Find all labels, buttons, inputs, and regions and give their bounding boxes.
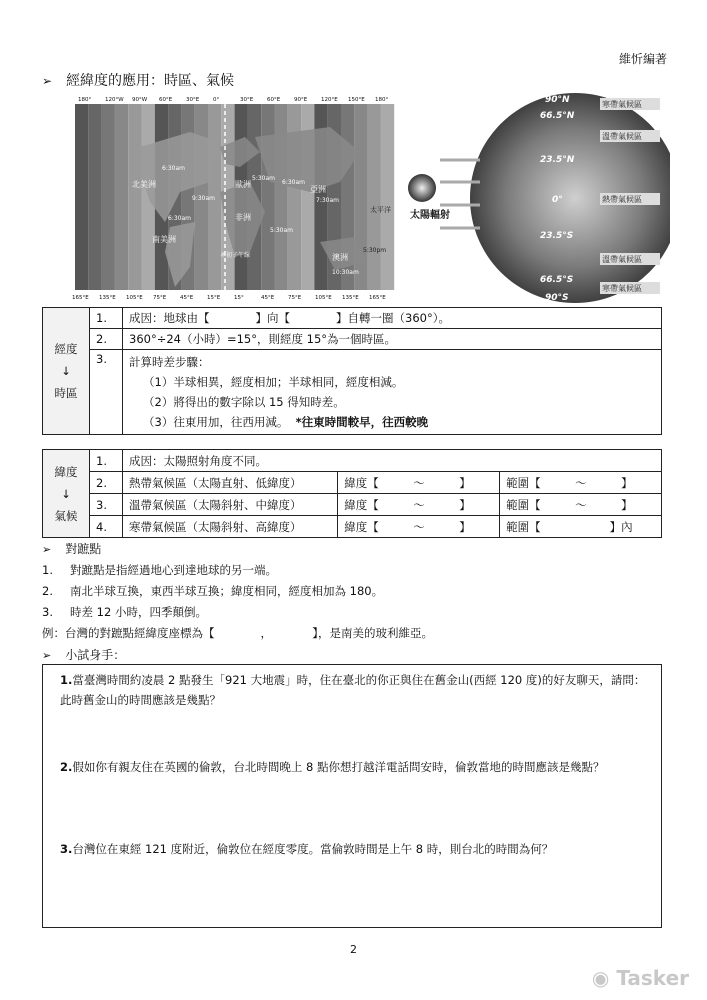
map-bottom-label: 15°E [207,295,221,301]
quiz-question-3: 3.台灣位在東經 121 度附近，倫敦位在經度零度。當倫敦時間是上午 8 時，則台北的時間為何？ [60,842,554,856]
map-label-prime-meridian: 本初子午線 [220,252,251,259]
longitude-table [42,307,662,435]
table1-steps-cell: 計算時差步驟： （1）半球相異，經度相加；半球相同，經度相減。 （2）將得出的數字除以 15 得知時差。 （3）往東用加，往西用減。 *往東時間較早，往西較晚 [123,350,662,435]
lat-23s: 23.5°S [540,231,574,241]
table2-zone: 熱帶氣候區（太陽直射、低緯度） [123,472,338,494]
table1-num: 3. [90,350,123,435]
zone-label-tropical: 熱帶氣候區 [602,195,642,204]
table2-range: 範圍【 ～ 】 [500,494,662,516]
map-top-label: 30°E [240,97,254,103]
map-bottom-label: 165°E [72,295,89,301]
table2-lat: 緯度【 ～ 】 [338,494,500,516]
table1-note: *往東時間較早，往西較晚 [295,415,429,429]
time-zone-band [115,104,128,290]
map-label-na: 北美洲 [132,180,156,189]
sun-icon [408,174,436,202]
map-time-4: 7:30am [316,197,339,204]
map-top-label: 120°W [105,97,124,103]
table1-num: 2. [90,329,123,350]
map-top-label: 90°W [132,97,148,103]
map-label-africa: 非洲 [235,213,251,222]
antipode-item-3: 3. 時差 12 小時，四季顛倒。 [42,605,207,619]
map-label-eu: 歐洲 [235,180,251,189]
table1-cell: 360°÷24（小時）=15°，則經度 15°為一個時區。 [123,329,662,350]
table2-zone: 寒帶氣候區（太陽斜射、高緯度） [123,516,338,538]
zone-label-frigid-s: 寒帶氣候區 [602,284,642,293]
map-top-label: 180° [375,97,389,103]
map-top-label: 60°E [267,97,281,103]
map-time-5: 6:30am [168,215,191,222]
page-number: 2 [350,943,357,956]
quiz-question-1: 1.當臺灣時間約凌晨 2 點發生「921 大地震」時，住在臺北的你正與住在舊金山(西經 120 度)的好友聊天，請問：此時舊金山的時間應該是幾點？ [60,673,646,707]
map-time-1: 6:30am [162,165,185,172]
bullet-arrow-icon: ➢ [42,74,53,88]
lat-90s: 90°S [545,293,569,303]
map-bottom-label: 135°E [99,295,116,301]
time-zone-band [88,104,101,290]
map-bottom-label: 75°E [153,295,167,301]
time-zone-map [70,92,400,302]
map-top-label: 0° [213,97,220,103]
time-zone-band [368,104,381,290]
latitude-table [42,449,662,538]
table1-cell: 成因：地球由【 】向【 】自轉一圈（360°）。 [123,308,662,329]
bullet-arrow-icon: ➢ [42,649,52,662]
zone-label-frigid-n: 寒帶氣候區 [602,100,642,109]
time-zone-band [75,104,88,290]
lat-90n: 90°N [545,95,570,105]
map-top-label: 30°E [186,97,200,103]
map-top-label: 120°E [321,97,338,103]
lat-66n: 66.5°N [540,111,575,121]
map-top-label: 180° [78,97,92,103]
map-bottom-label: 165°E [369,295,386,301]
map-top-label: 60°E [159,97,173,103]
time-zone-band [128,104,141,290]
map-time-6: 5:30am [270,227,293,234]
lat-0: 0° [552,195,563,205]
tasker-logo: ◉ Tasker [591,966,689,990]
table2-range: 範圍【 ～ 】 [500,472,662,494]
map-time-9: 10:30am [332,269,359,276]
time-zone-band [102,104,115,290]
section-heading-1 [42,70,234,90]
bullet-arrow-icon: ➢ [42,543,52,556]
map-time-8: 9:30am [192,195,215,202]
map-top-label: 90°E [294,97,308,103]
antipode-heading: ➢ 對蹠點 [42,542,102,556]
map-bottom-label: 105°E [126,295,143,301]
lat-66s: 66.5°S [540,275,574,285]
map-top-label: 150°E [348,97,365,103]
sun-label: 太陽輻射 [410,210,450,221]
table2-side: 緯度 ↓ 氣候 [43,450,90,538]
climate-zone-diagram [400,90,670,305]
map-label-sa: 南美洲 [152,235,176,244]
map-label-pacific: 太平洋 [370,206,391,214]
quiz-heading: ➢ 小試身手： [42,648,126,662]
antipode-item-1: 1. 對蹠點是指經過地心到達地球的另一端。 [42,563,277,577]
table2-num: 2. [90,472,123,494]
table2-range: 範圍【 】內 [500,516,662,538]
map-bottom-label: 45°E [180,295,194,301]
time-zone-band [381,104,394,290]
map-time-7: 5:30pm [363,247,387,254]
map-bottom-label: 45°E [261,295,275,301]
table2-zone: 溫帶氣候區（太陽斜射、中緯度） [123,494,338,516]
table2-lat: 緯度【 ～ 】 [338,516,500,538]
lat-23n: 23.5°N [540,155,575,165]
map-time-2: 5:30am [252,175,275,182]
map-bottom-label: 105°E [315,295,332,301]
map-time-3: 6:30am [282,179,305,186]
map-bottom-label: 135°E [342,295,359,301]
map-label-asia: 亞洲 [310,185,326,194]
time-zone-band [261,104,274,290]
table2-num: 1. [90,450,123,472]
map-bottom-label: 15° [234,295,244,301]
table1-num: 1. [90,308,123,329]
author-label: 維忻編著 [618,52,667,66]
section-title: 經緯度的應用：時區、氣候 [66,73,235,89]
time-zone-band [275,104,288,290]
table1-side: 經度 ↓ 時區 [43,308,90,435]
table2-num: 4. [90,516,123,538]
zone-label-temperate-n: 溫帶氣候區 [602,132,642,141]
map-bottom-label: 75°E [288,295,302,301]
table2-cell: 成因：太陽照射角度不同。 [123,450,662,472]
table2-num: 3. [90,494,123,516]
antipode-example: 例：台灣的對蹠點經緯度座標為【 ， 】，是南美的玻利維亞。 [42,626,433,640]
antipode-item-2: 2. 南北半球互換，東西半球互換；緯度相同，經度相加為 180。 [42,584,384,598]
zone-label-temperate-s: 溫帶氣候區 [602,255,642,264]
quiz-question-2: 2.假如你有親友住在英國的倫敦，台北時間晚上 8 點你想打越洋電話問安時，倫敦當地的時間應該是幾點？ [60,760,605,774]
map-label-au: 澳洲 [332,253,348,262]
table2-lat: 緯度【 ～ 】 [338,472,500,494]
